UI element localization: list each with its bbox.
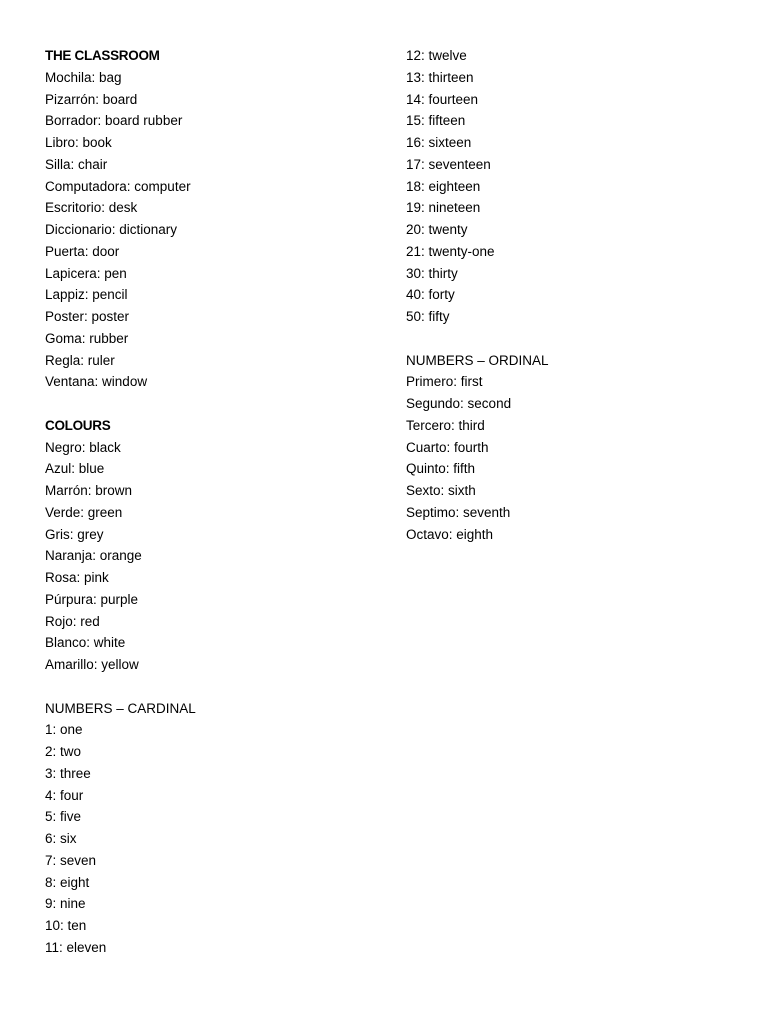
section-heading-classroom: THE CLASSROOM <box>45 48 160 63</box>
vocab-item: Regla: ruler <box>45 352 115 368</box>
section-ordinal <box>406 350 746 546</box>
ordinal-list <box>406 371 746 545</box>
vocab-item: Puerta: door <box>45 243 120 259</box>
vocab-item: 10: ten <box>45 918 87 933</box>
vocab-item: 7: seven <box>45 852 97 868</box>
cardinal-list-right <box>406 45 746 328</box>
vocab-item: Escritorio: desk <box>45 200 138 216</box>
section-cardinal <box>45 698 385 959</box>
spacer <box>406 328 746 350</box>
vocab-item: 19: nineteen <box>406 200 481 216</box>
vocab-item: Goma: rubber <box>45 330 129 346</box>
vocab-item: Borrador: board rubber <box>45 113 183 129</box>
right-column <box>406 45 746 545</box>
vocab-item: 1: one <box>45 722 83 738</box>
vocab-item: Rosa: pink <box>45 570 109 585</box>
vocab-item: Quinto: fifth <box>406 461 476 477</box>
vocab-item: 13: thirteen <box>406 69 474 85</box>
vocab-item: 17: seventeen <box>406 156 491 172</box>
vocab-item: Ventana: window <box>45 374 148 390</box>
vocab-item: Cuarto: fourth <box>406 439 489 455</box>
section-classroom <box>45 45 385 393</box>
vocab-item: Octavo: eighth <box>406 526 494 542</box>
vocab-item: Lapicera: pen <box>45 265 127 281</box>
vocab-item: 6: six <box>45 831 77 846</box>
vocab-item: 16: sixteen <box>406 135 472 150</box>
vocab-item: 4: four <box>45 787 84 803</box>
vocab-item: Marrón: brown <box>45 483 133 498</box>
vocab-item: 11: eleven <box>45 939 107 955</box>
vocab-item: Azul: blue <box>45 461 105 477</box>
vocab-item: Poster: poster <box>45 309 130 324</box>
spacer <box>45 393 385 415</box>
vocab-item: Blanco: white <box>45 635 126 651</box>
vocab-item: 14: fourteen <box>406 91 479 107</box>
classroom-list <box>45 67 385 393</box>
vocab-item: Pizarrón: board <box>45 91 138 107</box>
vocab-item: 8: eight <box>45 874 90 890</box>
vocab-item: 18: eighteen <box>406 178 481 194</box>
vocab-item: Verde: green <box>45 504 123 520</box>
colours-list <box>45 437 385 676</box>
vocab-item: 3: three <box>45 765 91 781</box>
section-heading-ordinal: NUMBERS – ORDINAL <box>406 352 549 368</box>
section-heading-colours: COLOURS <box>45 417 111 433</box>
vocab-item: 30: thirty <box>406 265 458 281</box>
vocab-item: Sexto: sixth <box>406 483 476 498</box>
vocab-item: 9: nine <box>45 896 86 912</box>
vocab-item: 21: twenty-one <box>406 243 495 259</box>
vocab-item: Tercero: third <box>406 417 485 433</box>
vocab-item: 50: fifty <box>406 309 450 324</box>
vocab-item: Naranja: orange <box>45 548 142 564</box>
left-column <box>45 45 385 959</box>
vocab-item: 15: fifteen <box>406 113 466 129</box>
vocab-item: Diccionario: dictionary <box>45 222 178 237</box>
vocab-item: Lappiz: pencil <box>45 287 128 303</box>
vocab-item: 40: forty <box>406 287 455 303</box>
vocab-item: Primero: first <box>406 374 483 390</box>
vocab-item: Mochila: bag <box>45 69 122 85</box>
cardinal-list-left <box>45 719 385 958</box>
vocab-item: Negro: black <box>45 439 121 455</box>
vocab-item: Silla: chair <box>45 156 108 172</box>
vocab-item: 5: five <box>45 809 82 825</box>
vocab-item: 2: two <box>45 744 82 759</box>
vocab-item: Segundo: second <box>406 396 512 411</box>
vocab-item: Libro: book <box>45 135 112 150</box>
vocab-item: Amarillo: yellow <box>45 657 139 672</box>
vocab-item: Computadora: computer <box>45 178 191 194</box>
vocab-item: 20: twenty <box>406 222 468 237</box>
section-cardinal-continued <box>406 45 746 328</box>
vocab-item: Púrpura: purple <box>45 591 139 607</box>
vocab-item: Gris: grey <box>45 526 104 542</box>
section-colours <box>45 415 385 676</box>
vocab-item: 12: twelve <box>406 48 467 63</box>
vocab-item: Septimo: seventh <box>406 504 511 520</box>
section-heading-cardinal: NUMBERS – CARDINAL <box>45 700 196 716</box>
spacer <box>45 676 385 698</box>
vocab-item: Rojo: red <box>45 613 100 629</box>
